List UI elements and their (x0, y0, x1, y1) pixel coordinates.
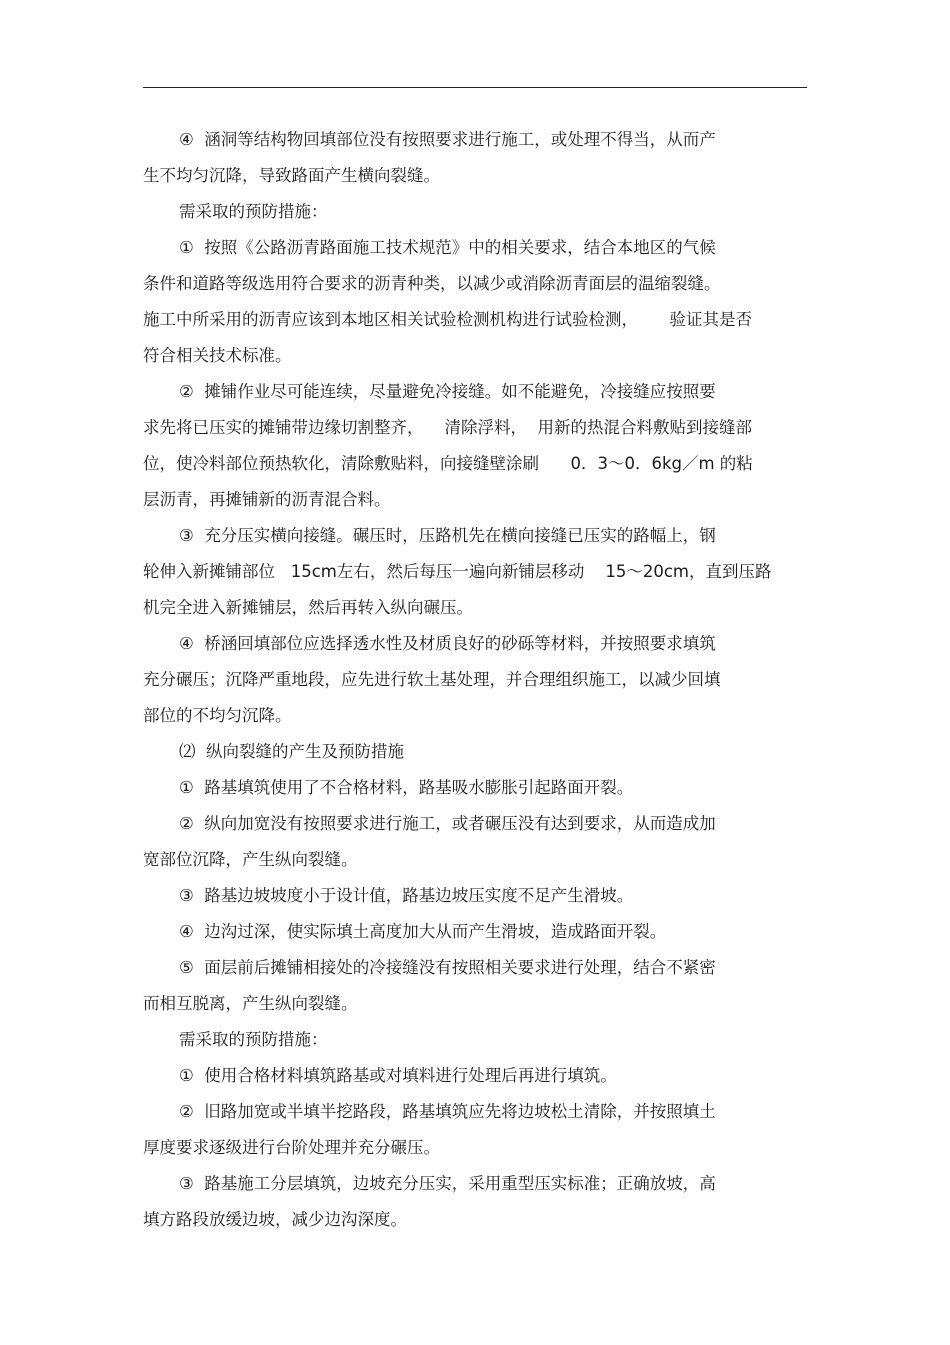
text-line: 求先将已压实的摊铺带边缘切割整齐， 清除浮料， 用新的热混合料敷贴到接缝部 (143, 418, 752, 437)
text-line: ④ 边沟过深，使实际填土高度加大从而产生滑坡，造成路面开裂。 (179, 922, 667, 941)
text-line: 填方路段放缓边坡，减少边沟深度。 (143, 1210, 407, 1229)
text-line: 而相互脱离，产生纵向裂缝。 (143, 994, 358, 1013)
text-line: ⑵ 纵向裂缝的产生及预防措施 (179, 742, 404, 761)
text-line: 符合相关技术标准。 (143, 346, 292, 365)
text-line: ② 纵向加宽没有按照要求进行施工，或者碾压没有达到要求，从而造成加 (179, 814, 716, 833)
text-line: 轮伸入新摊铺部位 15cm左右，然后每压一遍向新铺层移动 15～20cm，直到压路 (143, 562, 772, 581)
text-line: 厚度要求逐级进行台阶处理并充分碾压。 (143, 1138, 440, 1157)
text-line: ① 路基填筑使用了不合格材料，路基吸水膨胀引起路面开裂。 (179, 778, 634, 797)
text-line: ④ 桥涵回填部位应选择透水性及材质良好的砂砾等材料，并按照要求填筑 (179, 634, 716, 653)
text-line: ⑤ 面层前后摊铺相接处的冷接缝没有按照相关要求进行处理，结合不紧密 (179, 958, 716, 977)
header-rule (143, 87, 807, 88)
text-line: 充分碾压；沉降严重地段，应先进行软土基处理，并合理组织施工，以减少回填 (143, 670, 721, 689)
text-line: ① 按照《公路沥青路面施工技术规范》中的相关要求，结合本地区的气候 (179, 238, 716, 257)
text-line: ② 旧路加宽或半填半挖路段，路基填筑应先将边坡松土清除，并按照填土 (179, 1102, 716, 1121)
text-line: ③ 路基施工分层填筑，边坡充分压实，采用重型压实标准；正确放坡，高 (179, 1174, 716, 1193)
text-line: 部位的不均匀沉降。 (143, 706, 292, 725)
text-line: 位，使冷料部位预热软化，清除敷贴料，向接缝壁涂刷 0．3～0．6kg／m 的粘 (143, 454, 753, 473)
text-line: 需采取的预防措施： (179, 1030, 328, 1049)
text-line: 条件和道路等级选用符合要求的沥青种类，以减少或消除沥青面层的温缩裂缝。 (143, 274, 721, 293)
text-line: 机完全进入新摊铺层，然后再转入纵向碾压。 (143, 598, 473, 617)
text-line: 需采取的预防措施： (179, 202, 328, 221)
text-line: 宽部位沉降，产生纵向裂缝。 (143, 850, 358, 869)
document-body (143, 122, 807, 1238)
text-line: 生不均匀沉降，导致路面产生横向裂缝。 (143, 166, 440, 185)
text-line: ② 摊铺作业尽可能连续，尽量避免冷接缝。如不能避免，冷接缝应按照要 (179, 382, 716, 401)
text-line: ③ 充分压实横向接缝。碾压时，压路机先在横向接缝已压实的路幅上，钢 (179, 526, 716, 545)
text-line: 层沥青，再摊铺新的沥青混合料。 (143, 490, 391, 509)
text-line: ③ 路基边坡坡度小于设计值，路基边坡压实度不足产生滑坡。 (179, 886, 634, 905)
text-line: ① 使用合格材料填筑路基或对填料进行处理后再进行填筑。 (179, 1066, 617, 1085)
text-line: ④ 涵洞等结构物回填部位没有按照要求进行施工，或处理不得当，从而产 (179, 130, 716, 149)
text-line: 施工中所采用的沥青应该到本地区相关试验检测机构进行试验检测， 验证其是否 (143, 310, 752, 329)
